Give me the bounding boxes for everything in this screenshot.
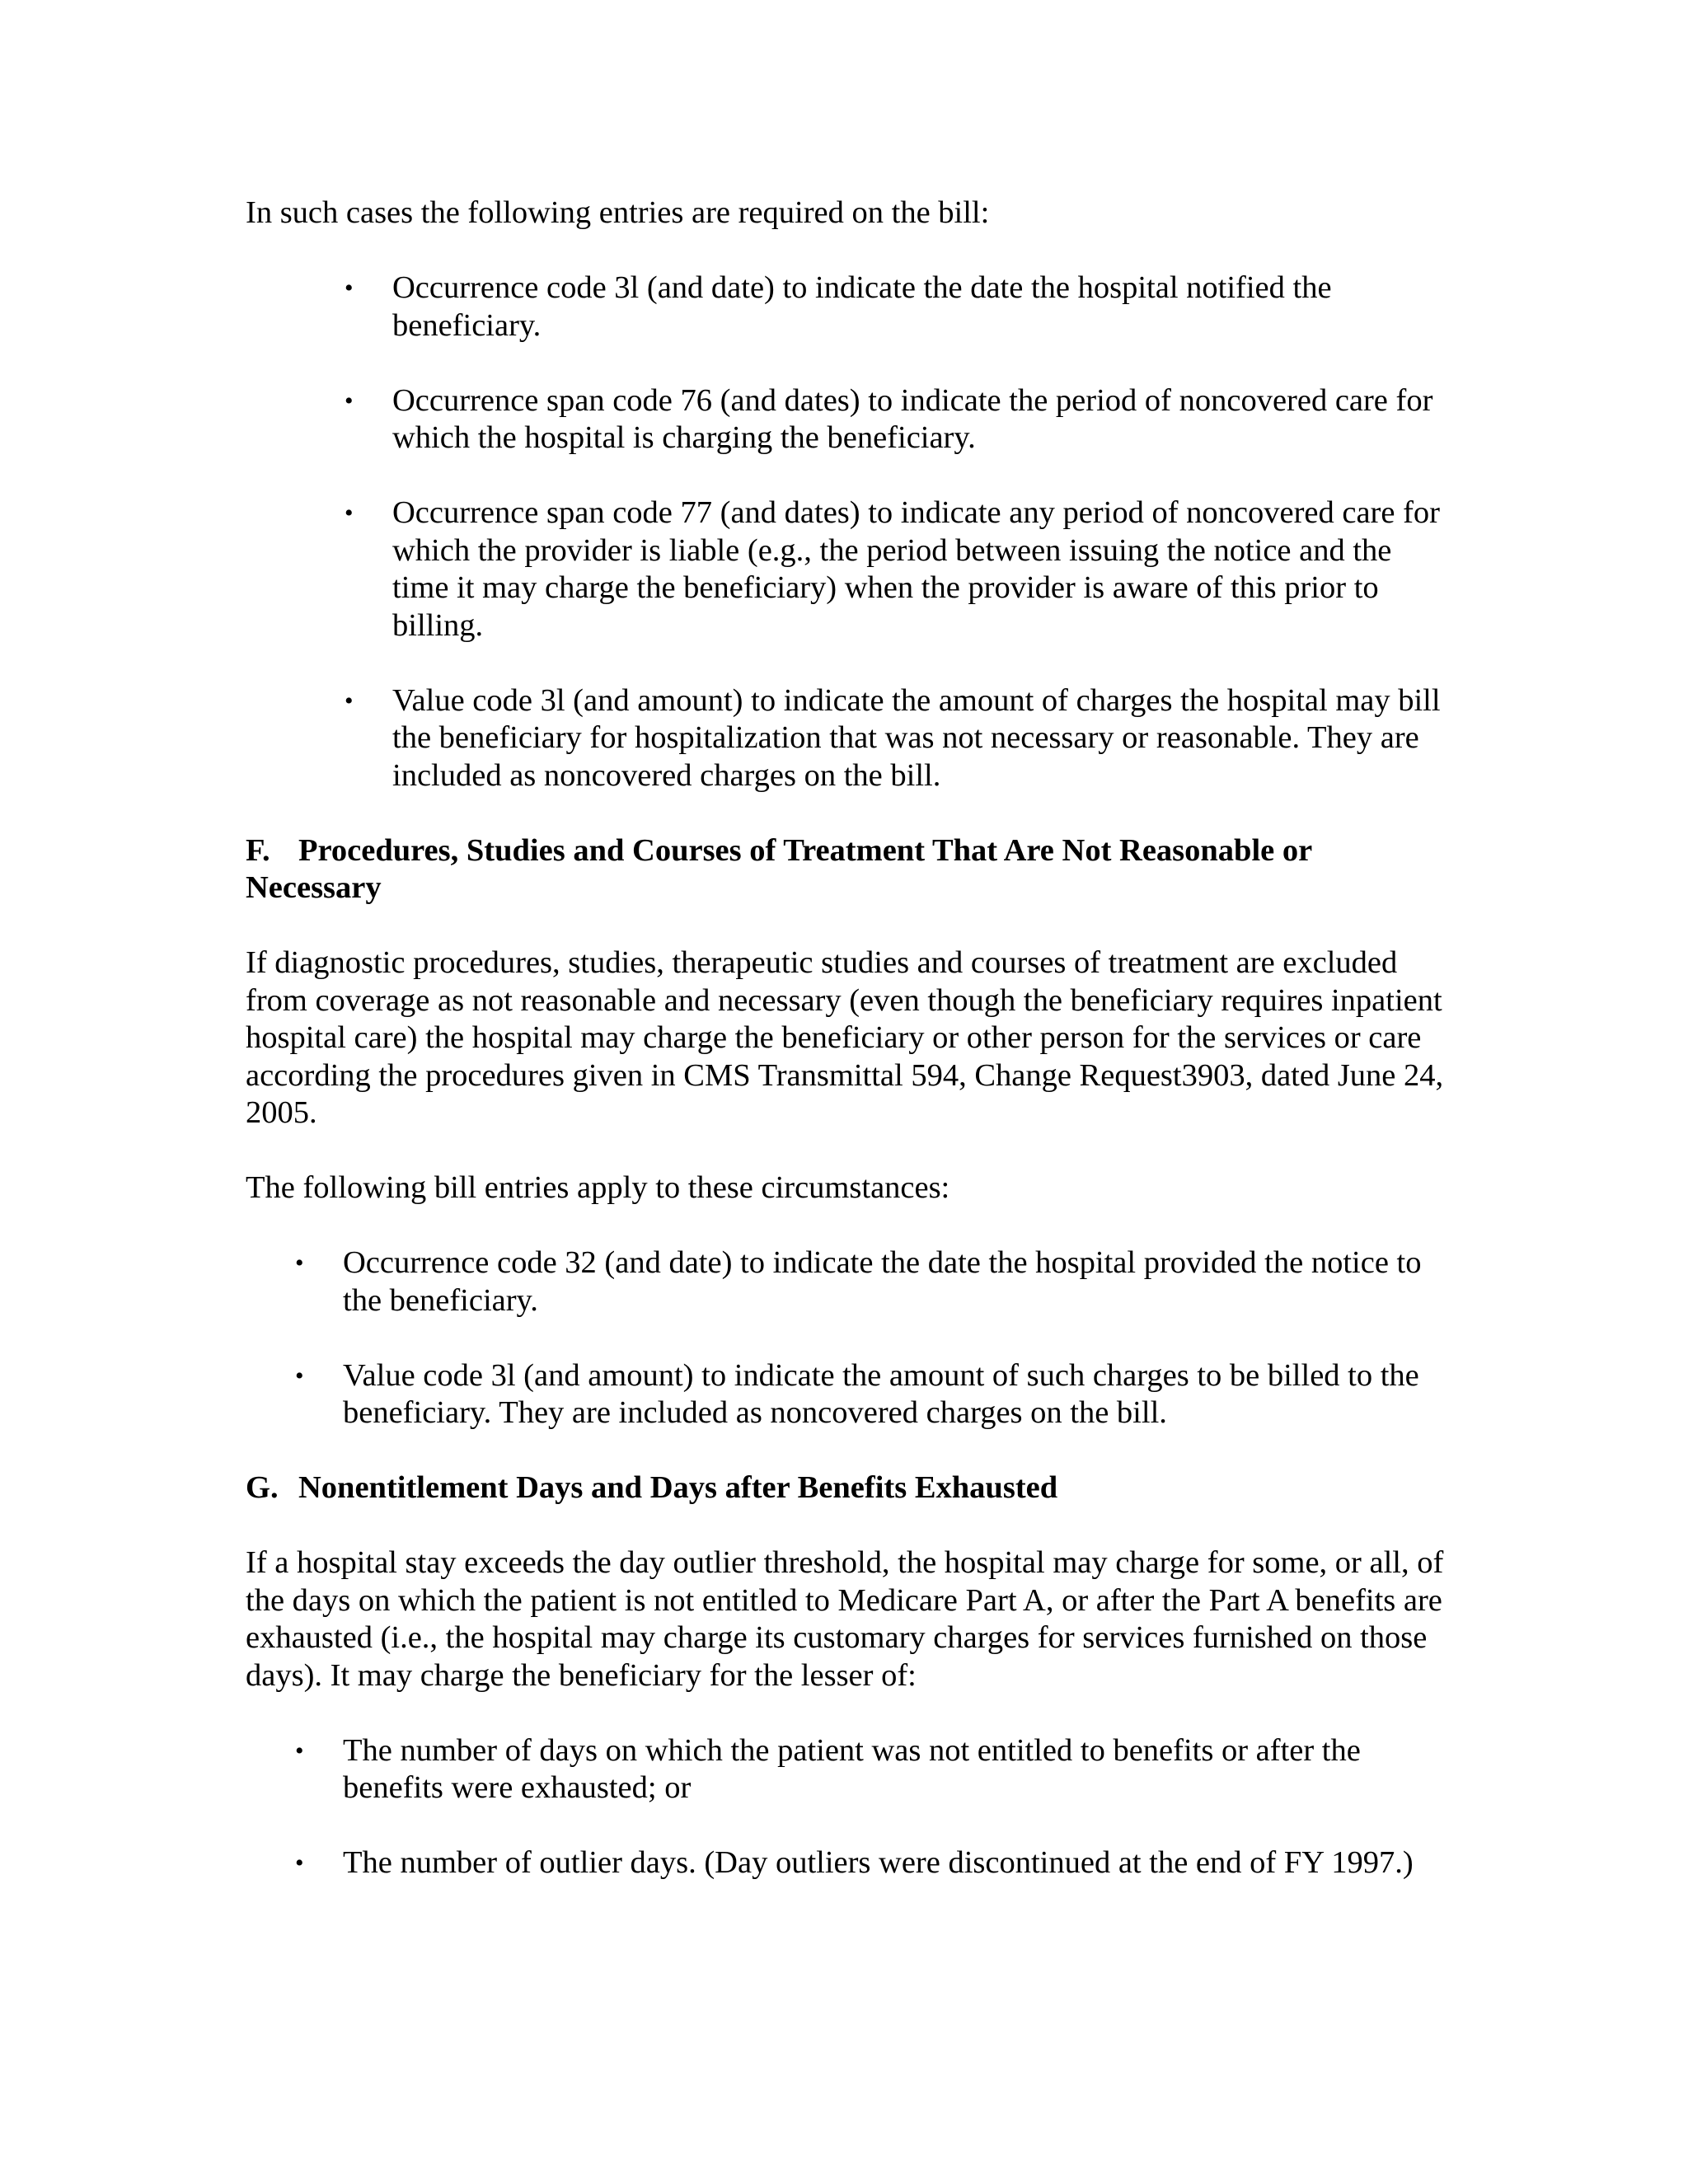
section-g-list <box>246 1732 1449 1882</box>
required-entries-list <box>246 269 1449 794</box>
section-f-paragraph: If diagnostic procedures, studies, therapeutic studies and courses of treatment are excluded from coverage as not reasonable and necessary (even though the beneficiary requires inpatient hospital care) the hospital may charge the beneficiary or other person for the services or care according the procedures given in CMS Transmittal 594, Change Request3903, dated June 24, 2005. <box>246 945 1444 1130</box>
bullet-icon: • <box>295 1249 304 1277</box>
list-item-text: Occurrence code 32 (and date) to indicate the date the hospital provided the notice to the beneficiary. <box>343 1245 1422 1318</box>
document-page <box>246 194 1449 1919</box>
intro-paragraph: In such cases the following entries are required on the bill: <box>246 195 990 230</box>
list-item-text: Occurrence span code 77 (and dates) to indicate any period of noncovered care for which the provider is liable (e.g., the period between issuing the notice and the time it may charge the beneficiary) when the provider is aware of this prior to billing. <box>392 495 1440 643</box>
list-item-text: The number of outlier days. (Day outliers were discontinued at the end of FY 1997.) <box>343 1845 1414 1880</box>
bullet-icon: • <box>345 274 354 302</box>
list-item <box>246 1732 1449 1807</box>
list-item <box>246 494 1449 644</box>
bullet-icon: • <box>345 387 354 415</box>
section-g-heading <box>246 1469 1449 1507</box>
bullet-icon: • <box>295 1736 304 1765</box>
list-item-text: The number of days on which the patient was not entitled to benefits or after the benefits were exhausted; or <box>343 1732 1361 1805</box>
list-item-text: Occurrence code 3l (and date) to indicate the date the hospital notified the beneficiary. <box>392 270 1332 343</box>
section-f-title: Procedures, Studies and Courses of Treatment That Are Not Reasonable or Necessary <box>246 832 1312 905</box>
list-item <box>246 269 1449 344</box>
list-item <box>246 1844 1449 1882</box>
bullet-icon: • <box>295 1849 304 1877</box>
section-g-title: Nonentitlement Days and Days after Benefits Exhausted <box>298 1470 1058 1505</box>
section-f-list <box>246 1244 1449 1432</box>
section-f-letter: F. <box>246 832 270 868</box>
section-g-letter: G. <box>246 1470 279 1505</box>
section-f-lead: The following bill entries apply to these circumstances: <box>246 1170 950 1205</box>
section-f-heading <box>246 832 1449 907</box>
bullet-icon: • <box>295 1361 304 1390</box>
list-item-text: Value code 3l (and amount) to indicate the amount of such charges to be billed to the beneficiary. They are included as noncovered charges on the bill. <box>343 1357 1419 1430</box>
list-item <box>246 382 1449 457</box>
list-item <box>246 1357 1449 1432</box>
list-item <box>246 1244 1449 1319</box>
bullet-icon: • <box>345 687 354 715</box>
list-item <box>246 682 1449 795</box>
list-item-text: Value code 3l (and amount) to indicate the amount of charges the hospital may bill the beneficiary for hospitalization that was not necessary or reasonable. They are included as noncovered charges on the bill. <box>392 682 1441 793</box>
bullet-icon: • <box>345 499 354 527</box>
list-item-text: Occurrence span code 76 (and dates) to indicate the period of noncovered care for which the hospital is charging the beneficiary. <box>392 382 1433 455</box>
section-g-paragraph: If a hospital stay exceeds the day outlier threshold, the hospital may charge for some, or all, of the days on which the patient is not entitled to Medicare Part A, or after the Part A benefits are exhausted (i.e., the hospital may charge its customary charges for services furnished on those days). It may charge the beneficiary for the lesser of: <box>246 1545 1444 1693</box>
